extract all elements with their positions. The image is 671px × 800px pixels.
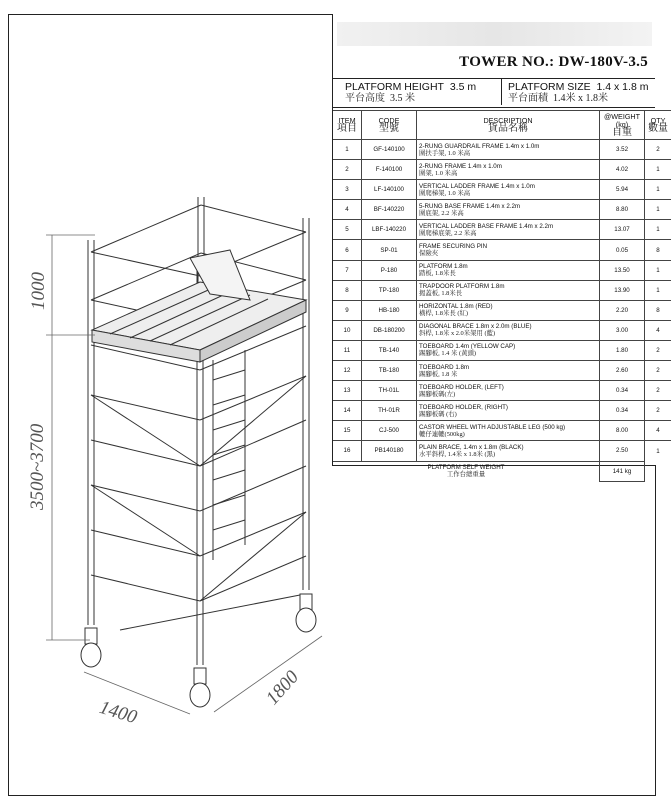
item-description bbox=[417, 361, 600, 381]
item-qty: 8 bbox=[645, 300, 671, 320]
header-weight: @WEIGHT (kg) 自重 bbox=[600, 111, 645, 140]
item-code: BF-140220 bbox=[362, 200, 417, 220]
table-row bbox=[333, 441, 671, 461]
description-en: FRAME SECURING PIN bbox=[419, 243, 488, 251]
item-number: 10 bbox=[333, 320, 362, 340]
description-en: PLATFORM 1.8m bbox=[419, 263, 468, 271]
item-description bbox=[417, 200, 600, 220]
description-zh: 斜桿, 1.8米 x 2.0米架用 (藍) bbox=[419, 330, 496, 338]
item-qty: 1 bbox=[645, 200, 671, 220]
total-weight: 141 kg bbox=[600, 461, 645, 481]
dimension-width: 1400 bbox=[96, 697, 140, 729]
table-row bbox=[333, 421, 671, 441]
table-row bbox=[333, 240, 671, 260]
description-en: TRAPDOOR PLATFORM 1.8m bbox=[419, 283, 505, 291]
item-qty: 1 bbox=[645, 260, 671, 280]
item-number: 3 bbox=[333, 180, 362, 200]
platform-size bbox=[501, 79, 657, 105]
table-row bbox=[333, 381, 671, 401]
tower-model: DW-180V-3.5 bbox=[558, 54, 648, 70]
item-description bbox=[417, 220, 600, 240]
description-zh: 圍爬梯底架, 2.2 米高 bbox=[419, 229, 477, 237]
item-code: PB140180 bbox=[362, 441, 417, 461]
description-en: TOEBOARD HOLDER, (RIGHT) bbox=[419, 403, 508, 411]
item-weight: 2.60 bbox=[600, 361, 645, 381]
table-row bbox=[333, 280, 671, 300]
item-code: TH-01R bbox=[362, 401, 417, 421]
platform-height-zh-label: 平台高度 bbox=[345, 93, 385, 104]
description-en: VERTICAL LADDER FRAME 1.4m x 1.0m bbox=[419, 182, 535, 190]
table-row bbox=[333, 260, 671, 280]
table-row bbox=[333, 200, 671, 220]
description-zh: 轆仔連轆(500kg) bbox=[419, 430, 465, 438]
table-row bbox=[333, 180, 671, 200]
description-zh: 揭蓋板, 1.8米長 bbox=[419, 290, 463, 298]
description-zh: 水平斜桿, 1.4米 x 1.8米 (黑) bbox=[419, 450, 496, 458]
item-code: TP-180 bbox=[362, 280, 417, 300]
description-en: PLAIN BRACE, 1.4m x 1.8m (BLACK) bbox=[419, 443, 524, 451]
description-zh: 圍架, 1.0 米高 bbox=[419, 169, 458, 177]
total-label: PLATFORM SELF WEIGHT 工作台總重量 bbox=[333, 461, 600, 481]
item-weight: 0.05 bbox=[600, 240, 645, 260]
table-row bbox=[333, 140, 671, 160]
table-row bbox=[333, 160, 671, 180]
item-weight: 13.90 bbox=[600, 280, 645, 300]
description-en: DIAGONAL BRACE 1.8m x 2.0m (BLUE) bbox=[419, 323, 532, 331]
table-header-row bbox=[333, 111, 671, 140]
item-number: 11 bbox=[333, 340, 362, 360]
item-weight: 13.50 bbox=[600, 260, 645, 280]
spec-panel bbox=[332, 14, 668, 479]
item-description bbox=[417, 280, 600, 300]
header-item: ITEM 項目 bbox=[333, 111, 362, 140]
platform-height-zh-value: 3.5 米 bbox=[390, 93, 415, 104]
item-number: 12 bbox=[333, 361, 362, 381]
item-qty: 2 bbox=[645, 361, 671, 381]
platform-size-zh-value: 1.4米 x 1.8米 bbox=[553, 93, 608, 104]
description-zh: 踢腳板, 1.8 米 bbox=[419, 370, 458, 378]
item-qty: 2 bbox=[645, 140, 671, 160]
description-en: CASTOR WHEEL WITH ADJUSTABLE LEG (500 kg) bbox=[419, 423, 566, 431]
platform-height-label: PLATFORM HEIGHT bbox=[345, 81, 444, 93]
item-code: LF-140100 bbox=[362, 180, 417, 200]
item-qty: 4 bbox=[645, 421, 671, 441]
table-row bbox=[333, 320, 671, 340]
diagonal-braces bbox=[91, 376, 306, 630]
item-number: 8 bbox=[333, 280, 362, 300]
table-row bbox=[333, 401, 671, 421]
item-weight: 0.34 bbox=[600, 401, 645, 421]
description-zh: 踏板, 1.8米長 bbox=[419, 270, 456, 278]
description-en: TOEBOARD 1.4m (YELLOW CAP) bbox=[419, 343, 516, 351]
dimension-length: 1800 bbox=[262, 666, 304, 710]
platform-height bbox=[345, 81, 495, 105]
table-row bbox=[333, 361, 671, 381]
item-weight: 1.80 bbox=[600, 340, 645, 360]
item-description bbox=[417, 300, 600, 320]
header-band bbox=[337, 22, 652, 46]
item-qty: 4 bbox=[645, 320, 671, 340]
description-zh: 橫桿, 1.8米長 (紅) bbox=[419, 310, 468, 318]
item-weight: 13.07 bbox=[600, 220, 645, 240]
item-number: 5 bbox=[333, 220, 362, 240]
description-en: HORIZONTAL 1.8m (RED) bbox=[419, 303, 493, 311]
item-weight: 0.34 bbox=[600, 381, 645, 401]
item-number: 2 bbox=[333, 160, 362, 180]
description-zh: 圍爬梯架, 1.0 米高 bbox=[419, 189, 471, 197]
item-qty: 1 bbox=[645, 220, 671, 240]
item-code: GF-140100 bbox=[362, 140, 417, 160]
item-description bbox=[417, 320, 600, 340]
tower-no-label: TOWER NO.: bbox=[459, 54, 555, 70]
item-number: 14 bbox=[333, 401, 362, 421]
description-zh: 圍底架, 2.2 米高 bbox=[419, 209, 464, 217]
item-description bbox=[417, 260, 600, 280]
item-code: CJ-500 bbox=[362, 421, 417, 441]
item-code: F-140100 bbox=[362, 160, 417, 180]
item-qty: 1 bbox=[645, 180, 671, 200]
item-code: TB-180 bbox=[362, 361, 417, 381]
description-en: 5-RUNG BASE FRAME 1.4m x 2.2m bbox=[419, 202, 521, 210]
item-description bbox=[417, 180, 600, 200]
item-qty: 1 bbox=[645, 280, 671, 300]
platform-info-row bbox=[333, 78, 655, 108]
item-description bbox=[417, 401, 600, 421]
description-en: TOEBOARD HOLDER, (LEFT) bbox=[419, 383, 504, 391]
item-description bbox=[417, 340, 600, 360]
description-en: 2-RUNG GUARDRAIL FRAME 1.4m x 1.0m bbox=[419, 142, 540, 150]
item-code: LBF-140220 bbox=[362, 220, 417, 240]
item-number: 15 bbox=[333, 421, 362, 441]
item-weight: 8.00 bbox=[600, 421, 645, 441]
item-number: 7 bbox=[333, 260, 362, 280]
item-qty: 8 bbox=[645, 240, 671, 260]
item-description bbox=[417, 381, 600, 401]
total-row bbox=[333, 461, 671, 481]
item-number: 1 bbox=[333, 140, 362, 160]
item-code: P-180 bbox=[362, 260, 417, 280]
item-number: 16 bbox=[333, 441, 362, 461]
description-zh: 踢腳板碼(左) bbox=[419, 390, 456, 398]
item-code: TH-01L bbox=[362, 381, 417, 401]
item-code: TB-140 bbox=[362, 340, 417, 360]
item-weight: 8.80 bbox=[600, 200, 645, 220]
header-description: DESCRIPTION 貨品名稱 bbox=[417, 111, 600, 140]
item-description bbox=[417, 240, 600, 260]
dimension-height-top: 1000 bbox=[28, 272, 49, 310]
item-weight: 3.52 bbox=[600, 140, 645, 160]
item-description bbox=[417, 140, 600, 160]
description-zh: 圍扶手架, 1.0 米高 bbox=[419, 149, 471, 157]
platform-deck bbox=[92, 250, 306, 362]
item-code: HB-180 bbox=[362, 300, 417, 320]
item-qty: 2 bbox=[645, 340, 671, 360]
table-row bbox=[333, 300, 671, 320]
item-weight: 5.94 bbox=[600, 180, 645, 200]
description-zh: 保險夾 bbox=[419, 250, 439, 258]
components-table bbox=[333, 110, 671, 482]
description-en: 2-RUNG FRAME 1.4m x 1.0m bbox=[419, 162, 502, 170]
item-number: 6 bbox=[333, 240, 362, 260]
item-code: SP-01 bbox=[362, 240, 417, 260]
item-weight: 2.50 bbox=[600, 441, 645, 461]
item-weight: 4.02 bbox=[600, 160, 645, 180]
item-number: 9 bbox=[333, 300, 362, 320]
item-weight: 2.20 bbox=[600, 300, 645, 320]
internal-ladder bbox=[213, 350, 245, 560]
platform-size-zh-label: 平台面積 bbox=[508, 93, 548, 104]
item-qty: 2 bbox=[645, 401, 671, 421]
table-row bbox=[333, 340, 671, 360]
header-qty: QTY 數量 bbox=[645, 111, 671, 140]
item-qty: 2 bbox=[645, 381, 671, 401]
item-description bbox=[417, 421, 600, 441]
platform-height-value: 3.5 m bbox=[449, 81, 477, 93]
description-en: VERTICAL LADDER BASE FRAME 1.4m x 2.2m bbox=[419, 222, 554, 230]
item-description bbox=[417, 441, 600, 461]
dimension-height-total: 3500~3700 bbox=[27, 423, 48, 510]
item-qty: 1 bbox=[645, 441, 671, 461]
description-zh: 踢腳板碼 (右) bbox=[419, 410, 457, 418]
table-row bbox=[333, 220, 671, 240]
item-code: DB-180200 bbox=[362, 320, 417, 340]
description-zh: 踢腳板, 1.4 米 (黃頭) bbox=[419, 350, 476, 358]
platform-size-value: 1.4 x 1.8 m bbox=[596, 81, 649, 93]
item-number: 13 bbox=[333, 381, 362, 401]
tower-number bbox=[459, 54, 648, 71]
header-code: CODE 型號 bbox=[362, 111, 417, 140]
item-number: 4 bbox=[333, 200, 362, 220]
platform-size-label: PLATFORM SIZE bbox=[508, 81, 591, 93]
item-weight: 3.00 bbox=[600, 320, 645, 340]
item-qty: 1 bbox=[645, 160, 671, 180]
description-en: TOEBOARD 1.8m bbox=[419, 363, 470, 371]
item-description bbox=[417, 160, 600, 180]
